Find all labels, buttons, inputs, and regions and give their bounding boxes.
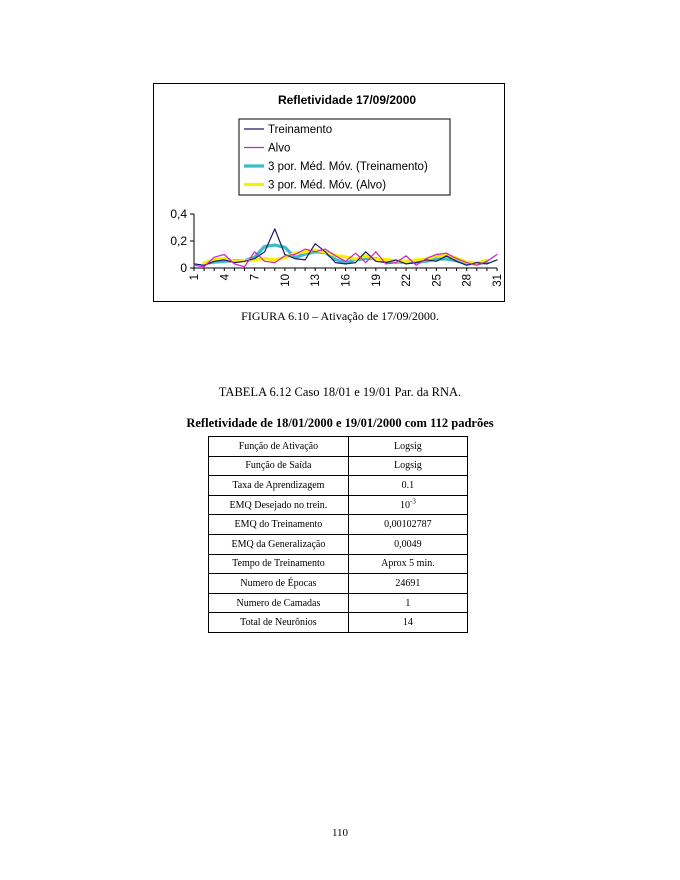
- row-value-exponent: -3: [409, 497, 416, 506]
- row-value: 0,0049: [348, 534, 467, 554]
- table-row: [209, 456, 468, 476]
- table-title: Refletividade de 18/01/2000 e 19/01/2000 com 112 padrões: [186, 416, 494, 430]
- x-tick-label: 19: [370, 274, 383, 287]
- table-row: [209, 515, 468, 535]
- table-row: [209, 476, 468, 496]
- row-value: 24691: [348, 574, 467, 594]
- row-label: EMQ do Treinamento: [209, 515, 349, 535]
- row-label: EMQ da Generalização: [209, 534, 349, 554]
- row-label: Tempo de Treinamento: [209, 554, 349, 574]
- table-row: [209, 495, 468, 515]
- table-row: [209, 593, 468, 613]
- x-tick-label: 13: [310, 274, 323, 287]
- page-number: 110: [331, 827, 349, 839]
- legend-label: Alvo: [268, 142, 291, 155]
- row-value: Aprox 5 min.: [348, 554, 467, 574]
- row-label: Numero de Épocas: [209, 574, 349, 594]
- row-value: 0.1: [348, 476, 467, 496]
- x-tick-label: 22: [401, 274, 414, 287]
- table-caption: TABELA 6.12 Caso 18/01 e 19/01 Par. da RNA.: [218, 385, 462, 399]
- x-tick-label: 25: [431, 274, 444, 287]
- table-row: [209, 534, 468, 554]
- table-row: [209, 554, 468, 574]
- row-value: 0,00102787: [348, 515, 467, 535]
- legend-label: 3 por. Méd. Móv. (Alvo): [268, 179, 387, 192]
- x-tick-label: 16: [340, 274, 353, 287]
- x-tick-label: 28: [461, 274, 474, 287]
- figure-caption: FIGURA 6.10 – Ativação de 17/09/2000.: [241, 309, 439, 323]
- x-tick-label: 1: [189, 274, 201, 281]
- row-label: EMQ Desejado no trein.: [209, 495, 349, 515]
- x-tick-label: 4: [219, 274, 232, 281]
- parameters-table: [208, 436, 468, 633]
- y-tick-label: 0: [180, 261, 187, 275]
- row-value-cell: [348, 495, 467, 515]
- table-row: [209, 613, 468, 633]
- row-value: 10: [399, 499, 410, 511]
- chart-title: Refletividade 17/09/2000: [277, 93, 417, 107]
- row-label: Taxa de Aprendizagem: [209, 476, 349, 496]
- row-label: Numero de Camadas: [209, 593, 349, 613]
- y-tick-label: 0,2: [170, 234, 187, 248]
- chart-frame: [153, 83, 505, 302]
- x-tick-label: 10: [279, 274, 292, 287]
- line-chart: [154, 84, 506, 303]
- row-label: Função de Saída: [209, 456, 349, 476]
- row-value: Logsig: [348, 456, 467, 476]
- legend-label: Treinamento: [268, 124, 333, 136]
- row-label: Total de Neurônios: [209, 613, 349, 633]
- row-value: 1: [348, 593, 467, 613]
- table-row: [209, 574, 468, 594]
- row-label: Função de Ativação: [209, 437, 349, 457]
- y-tick-label: 0,4: [170, 207, 187, 221]
- legend-label: 3 por. Méd. Móv. (Treinamento): [268, 161, 428, 173]
- x-tick-label: 7: [249, 274, 262, 281]
- row-value: 14: [348, 613, 467, 633]
- x-tick-label: 31: [492, 274, 504, 287]
- table-row: [209, 437, 468, 457]
- row-value: Logsig: [348, 437, 467, 457]
